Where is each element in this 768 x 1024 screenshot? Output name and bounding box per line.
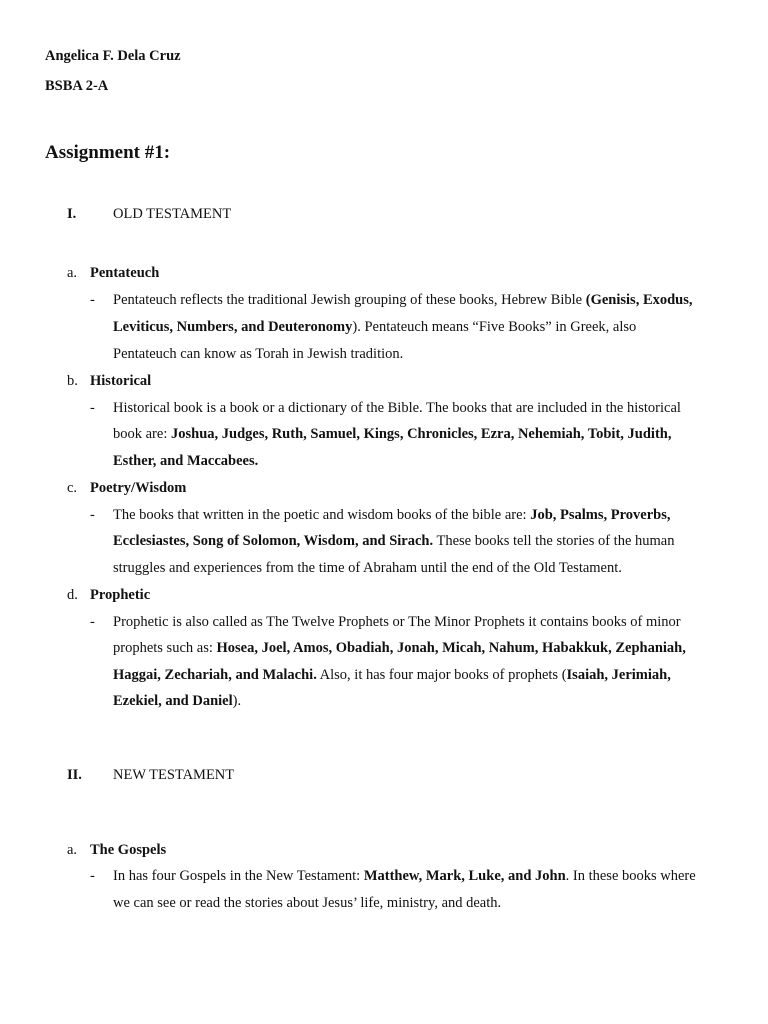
prophetic-text-line-3 (113, 665, 671, 685)
poetry-text-line-3 (113, 558, 622, 578)
item-label-prophetic: Prophetic (90, 587, 151, 603)
prophetic-text-line-4 (113, 691, 241, 711)
pentateuch-text-line-1 (113, 290, 693, 310)
bold-run: Job, Psalms, Proverbs, (530, 507, 671, 523)
bullet-dash: - (90, 507, 95, 523)
prophetic-text-line-2 (113, 638, 686, 658)
item-marker: b. (67, 373, 78, 389)
text-run: Also, it has four major books of prophets ( (316, 667, 567, 683)
section-heading-old-testament: OLD TESTAMENT (113, 206, 232, 222)
gospels-text-line-1 (113, 866, 696, 886)
text-run: prophets such as: (113, 640, 217, 656)
bold-run: Leviticus, Numbers, and Deuteronomy (113, 319, 353, 335)
item-label-pentateuch: Pentateuch (90, 265, 160, 281)
section-numeral-1: I. (67, 206, 77, 222)
prophetic-text-line-1 (113, 612, 681, 632)
bold-run: Hosea, Joel, Amos, Obadiah, Jonah, Micah, Nahum, Habakkuk, Zephaniah, (216, 640, 686, 656)
poetry-text-line-1 (113, 505, 671, 525)
text-run: we can see or read the stories about Jesus’ life, ministry, and death. (113, 895, 502, 911)
item-label-the-gospels: The Gospels (90, 842, 167, 858)
class-section: BSBA 2-A (45, 78, 109, 94)
bullet-dash: - (90, 400, 95, 416)
gospels-text-line-2 (113, 893, 501, 913)
item-marker: a. (67, 842, 78, 858)
text-run: Prophetic is also called as The Twelve Prophets or The Minor Prophets it contains books of minor (113, 614, 681, 630)
bold-run: (Genisis, Exodus, (585, 292, 693, 308)
text-run: ). Pentateuch means “Five Books” in Greek, also (352, 319, 637, 335)
text-run: Pentateuch can know as Torah in Jewish tradition. (113, 346, 404, 362)
author-name: Angelica F. Dela Cruz (45, 48, 181, 64)
pentateuch-text-line-3 (113, 344, 403, 364)
item-marker: d. (67, 587, 78, 603)
bold-run: Joshua, Judges, Ruth, Samuel, Kings, Chronicles, Ezra, Nehemiah, Tobit, Judith, (170, 426, 672, 442)
text-run: These books tell the stories of the human (433, 533, 675, 549)
historical-text-line-1 (113, 398, 681, 418)
text-run: Pentateuch reflects the traditional Jewish grouping of these books, Hebrew Bible (113, 292, 586, 308)
text-run: ). (232, 693, 242, 709)
poetry-text-line-2 (113, 531, 674, 551)
text-run: book are: (113, 426, 171, 442)
bold-run: Ezekiel, and Daniel (113, 693, 233, 709)
bullet-dash: - (90, 292, 95, 308)
text-run: Historical book is a book or a dictionary of the Bible. The books that are included in the historical (113, 400, 681, 416)
assignment-title: Assignment #1: (45, 142, 171, 163)
bullet-dash: - (90, 868, 95, 884)
historical-text-line-3 (113, 451, 258, 471)
text-run: . In these books where (565, 868, 696, 884)
text-run: struggles and experiences from the time of Abraham until the end of the Old Testament. (113, 560, 622, 576)
bold-run: Haggai, Zechariah, and Malachi. (113, 667, 317, 683)
item-label-historical: Historical (90, 373, 152, 389)
pentateuch-text-line-2 (113, 317, 636, 337)
bold-run: Ecclesiastes, Song of Solomon, Wisdom, and Sirach. (113, 533, 434, 549)
item-label-poetry-wisdom: Poetry/Wisdom (90, 480, 187, 496)
bold-run: Esther, and Maccabees. (113, 453, 259, 469)
bold-run: Isaiah, Jerimiah, (566, 667, 671, 683)
item-marker: c. (67, 480, 78, 496)
bullet-dash: - (90, 614, 95, 630)
bold-run: Matthew, Mark, Luke, and John (363, 868, 566, 884)
section-heading-new-testament: NEW TESTAMENT (113, 767, 235, 783)
section-numeral-2: II. (67, 767, 82, 783)
text-run: The books that written in the poetic and wisdom books of the bible are: (113, 507, 531, 523)
item-marker: a. (67, 265, 78, 281)
text-run: In has four Gospels in the New Testament: (113, 868, 364, 884)
historical-text-line-2 (113, 424, 671, 444)
